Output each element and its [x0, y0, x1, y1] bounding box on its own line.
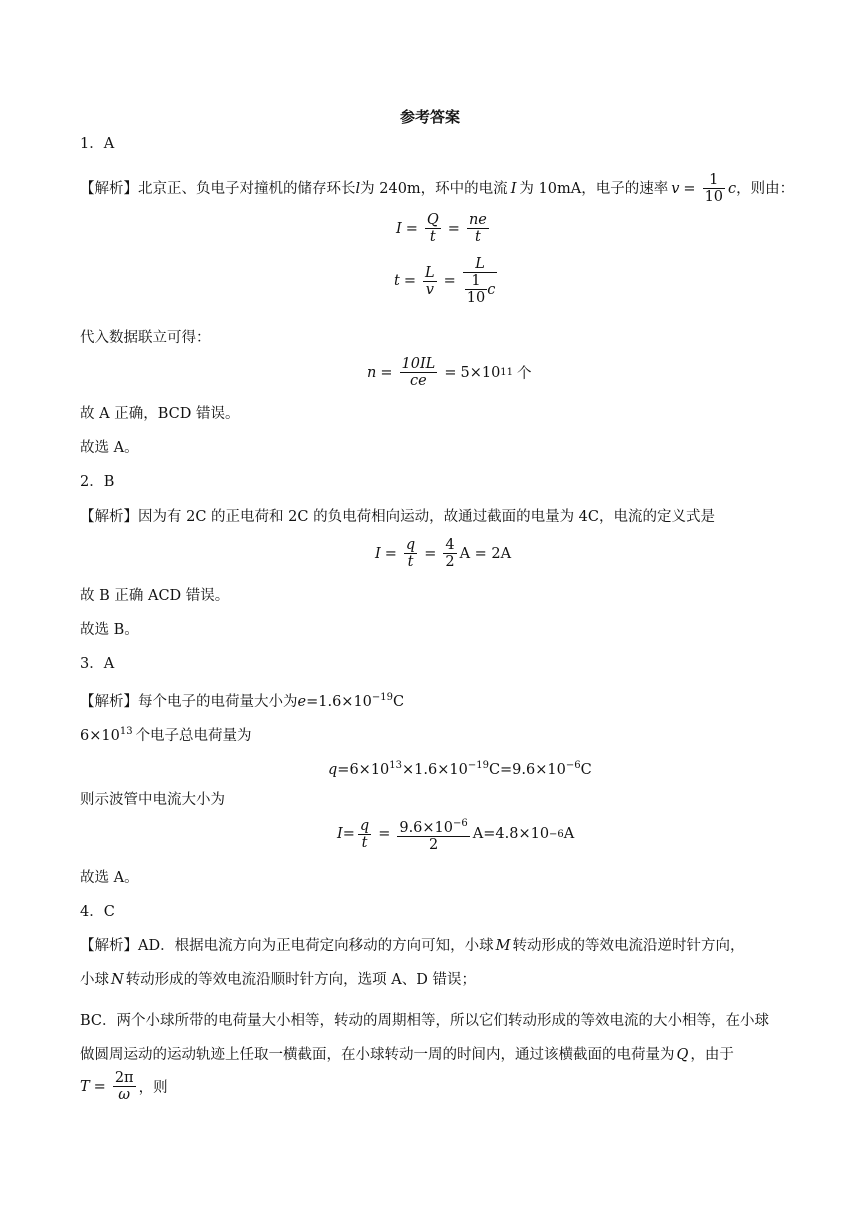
page-title: 参考答案	[399, 108, 460, 126]
q2-analysis: 【解析】因为有 2C 的正电荷和 2C 的负电荷相向运动，故通过截面的电量为 4C，电流的定义式是	[80, 509, 716, 525]
q1-substitute-text: 代入数据联立可得：	[80, 330, 211, 346]
q1-eq-current: I = $\frac{Q}{t}$ = $\frac{ne}{t}$	[396, 212, 487, 245]
q4-analysis-bc: BC．两个小球所带的电荷量大小相等，转动的周期相等，所以它们转动形成的等效电流的大小相等，在小球做圆周运动的运动轨迹上任取一横截面，在小球转动一周的时间内，通过该横截面的电荷量为 Q ，由于	[80, 1013, 770, 1063]
q3-eq-charge: $q=6\times 10^{13}\times 1.6\times 10^{-19}C=9.6\times 10^{-6}C$	[328, 760, 592, 778]
q1-v-fraction: $\frac{1}{10}$	[704, 172, 724, 205]
q4-analysis-ad-line2: 小球 N 转动形成的等效电流沿顺时针方向，选项 A、D 错误；	[80, 972, 477, 988]
q3-analysis: 【解析】每个电子的电荷量大小为$e=1.6\times 10^{-19}C$	[80, 692, 405, 710]
q2-choice: 故选 B。	[80, 622, 139, 638]
q2-eq-current: I = $\frac{q}{t}$ = $\frac{4}{2}$ A = 2A	[375, 537, 512, 570]
q1-eq-result: n = $\frac{10IL}{ce}$ = 5×10 11 个	[367, 356, 532, 389]
q1-answer: 1．A	[80, 136, 115, 152]
q1-conclusion: 故 A 正确，BCD 错误。	[80, 406, 240, 422]
q2-answer: 2．B	[80, 474, 115, 490]
q3-choice: 故选 A。	[80, 870, 139, 886]
q3-total-text: $6\times 10^{13}$ 个电子总电荷量为	[80, 726, 252, 744]
q3-current-text: 则示波管中电流大小为	[80, 792, 225, 808]
q3-eq-current: I = $\frac{q}{t}$ = $\frac{9.6\times 10^{-6}}{2}$ A=4.8×10 −6 A	[337, 817, 575, 853]
q4-analysis-ad: 【解析】AD．根据电流方向为正电荷定向移动的方向可知，小球 M 转动形成的等效电流沿逆时针方向，	[80, 938, 745, 954]
q1-analysis: 【解析】北京正、负电子对撞机的储存环长 l 为 240m，环中的电流 I 为 10mA，电子的速率 v = $\frac{1}{10}$ c ，则由：	[80, 172, 795, 205]
q3-answer: 3．A	[80, 656, 115, 672]
q1-choice: 故选 A。	[80, 440, 139, 456]
q2-conclusion: 故 B 正确 ACD 错误。	[80, 588, 230, 604]
q4-answer: 4．C	[80, 904, 115, 920]
q1-eq-time: t = $\frac{L}{v}$ = L $\frac{1}{10}$ c	[394, 256, 496, 306]
q4-eq-period: T = $\frac{2\pi}{\omega}$ ，则	[80, 1070, 168, 1103]
